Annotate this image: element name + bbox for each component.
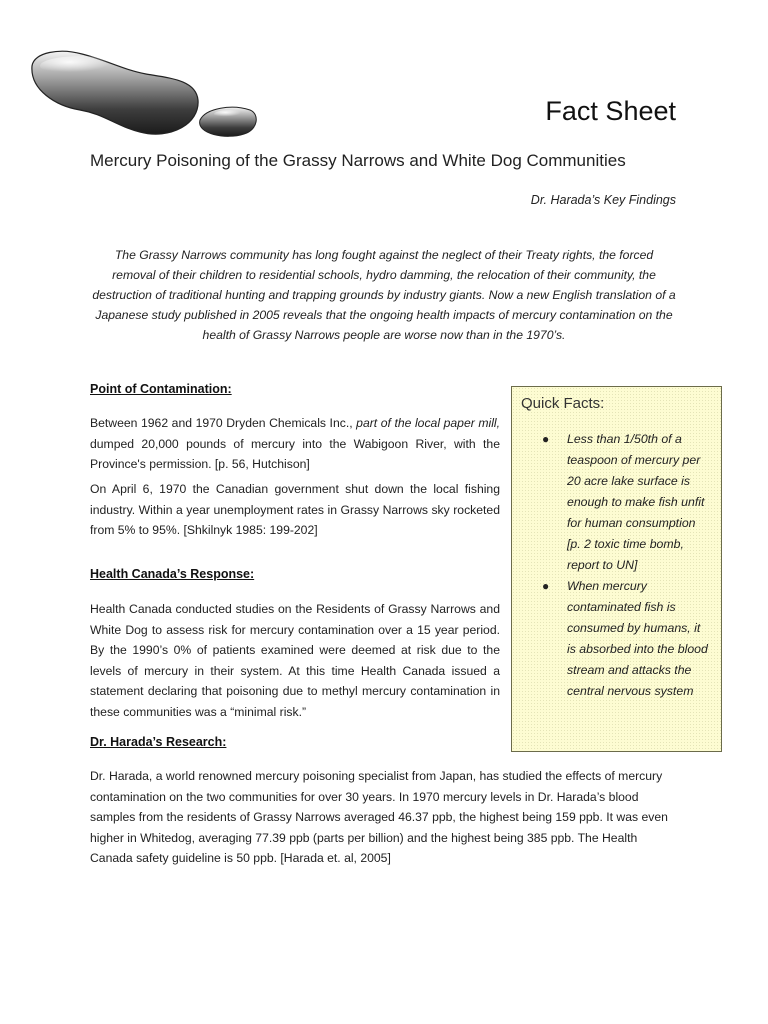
quick-fact-text: Less than 1/50th of a teaspoon of mercury per 20 acre lake surface is enough to make fish unfit for human consumption [p. 2 toxic time bomb, report to UN]: [567, 432, 705, 572]
contamination-p1-emphasis: part of the local paper mill,: [356, 416, 501, 430]
page-title: Fact Sheet: [545, 96, 676, 126]
health-canada-heading: Health Canada’s Response:: [90, 567, 255, 581]
quick-fact-text: When mercury contaminated fish is consumed by humans, it is absorbed into the blood stream and attacks the central nervous system: [567, 579, 708, 698]
contamination-p1-end: dumped 20,000 pounds of mercury into the Wabigoon River, with the Province's permission. [p. 56, Hutchison]: [90, 436, 500, 471]
bullet-icon: ●: [542, 579, 550, 593]
health-canada-paragraph: Health Canada conducted studies on the Residents of Grassy Narrows and White Dog to assess risk for mercury contamination over a 15 year period. By the 1990’s 0% of patients examined were deemed at risk due to the levels of mercury in their system. At this time Health Canada issued a statement declaring that poisoning due to methyl mercury contamination in these communities was a “minimal risk.”: [90, 602, 500, 719]
key-findings-caption: Dr. Harada’s Key Findings: [530, 193, 676, 207]
quick-facts-title: Quick Facts:: [521, 395, 605, 412]
bullet-icon: ●: [542, 432, 550, 446]
intro-paragraph: The Grassy Narrows community has long fought against the neglect of their Treaty rights, the forced removal of their children to residential schools, hydro damming, the relocation of their community, the destruction of traditional hunting and trapping grounds by industry giants. Now a new English translation of a Japanese study published in 2005 reveals that the ongoing health impacts of mercury contamination on the health of Grassy Narrows people are worse now than in the 1970’s.: [92, 248, 676, 342]
quick-facts-box: [511, 386, 722, 752]
mercury-droplets-icon: [20, 44, 270, 154]
contamination-paragraph-1: [90, 413, 500, 475]
page-subtitle: Mercury Poisoning of the Grassy Narrows and White Dog Communities: [90, 151, 626, 170]
contamination-paragraph-2: On April 6, 1970 the Canadian government shut down the local fishing industry. Within a year unemployment rates in Grassy Narrows sky rocketed from 5% to 95%. [Shkilnyk 1985: 199-202]: [90, 482, 500, 537]
contamination-heading: Point of Contamination:: [90, 382, 232, 396]
quick-facts-list: [512, 429, 712, 702]
quick-fact-item: [512, 429, 712, 576]
quick-fact-item: [512, 576, 712, 702]
contamination-p1-start: Between 1962 and 1970 Dryden Chemicals Inc.,: [90, 416, 357, 430]
harada-paragraph: Dr. Harada, a world renowned mercury poisoning specialist from Japan, has studied the effects of mercury contamination on the two communities for over 30 years. In 1970 mercury levels in Dr. Harada’s blood samples from the residents of Grassy Narrows averaged 46.37 ppb, the highest being 159 ppb. It was even higher in Whitedog, averaging 77.39 ppb (parts per billion) and the highest being 385 ppb. The Health Canada safety guideline is 50 ppb. [Harada et. al, 2005]: [90, 769, 668, 865]
harada-heading: Dr. Harada’s Research:: [90, 735, 227, 749]
